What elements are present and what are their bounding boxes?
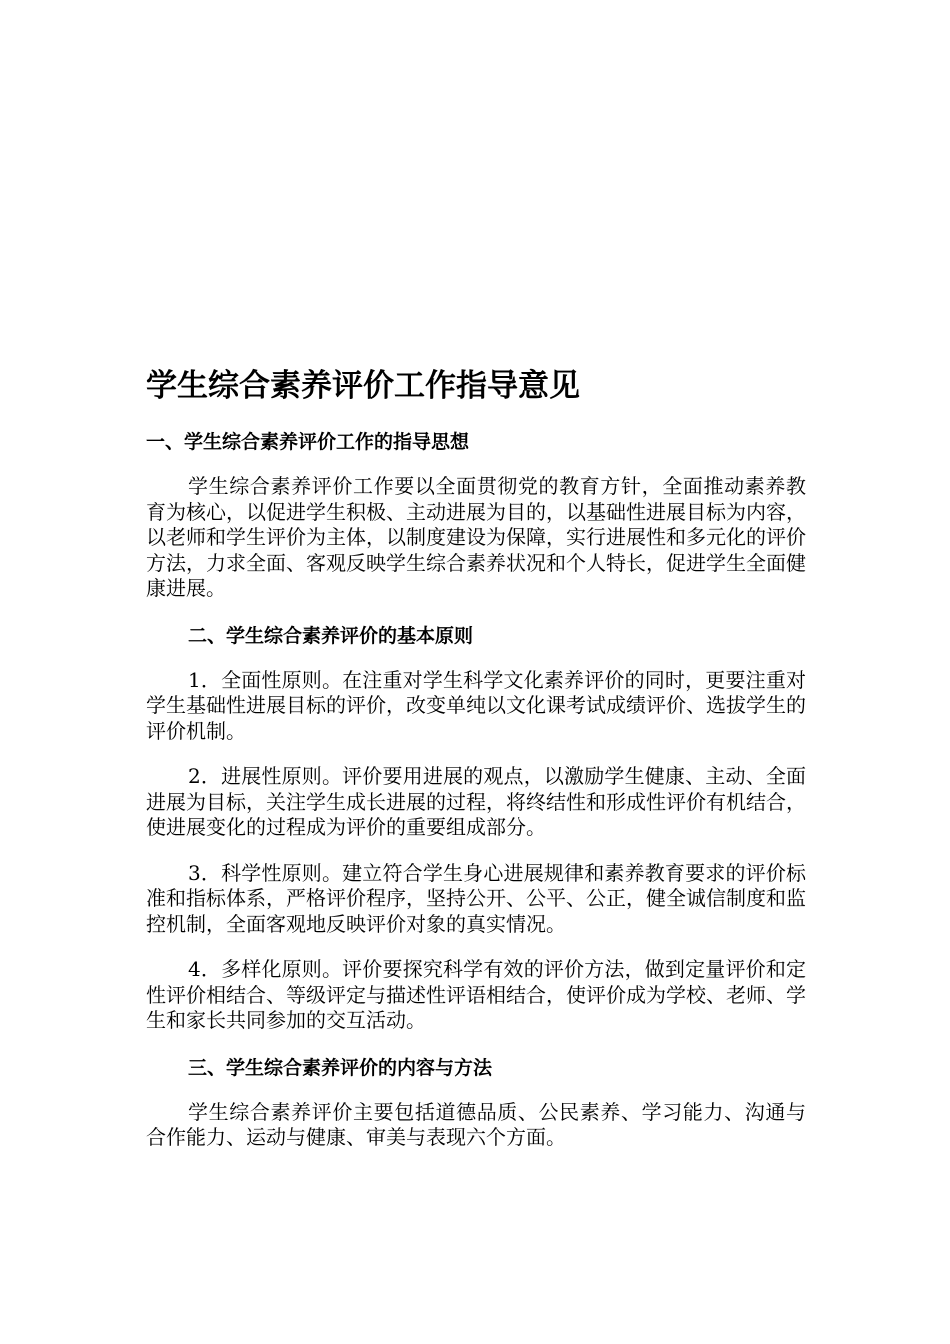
document-title: 学生综合素养评价工作指导意见 <box>146 368 580 404</box>
section-heading-basic-principles: 二、学生综合素养评价的基本原则 <box>188 624 474 647</box>
document-page <box>146 366 806 1151</box>
paragraph-guiding-ideology: 学生综合素养评价工作要以全面贯彻党的教育方针，全面推动素养教育为核心，以促进学生积极、主动进展为目的，以基础性进展目标为内容，以老师和学生评价为主体，以制度建设为保障，实行进展性和多元化的评价方法，力求全面、客观反映学生综合素养状况和个人特长，促进学生全面健康进展。 <box>146 474 806 600</box>
section-heading-guiding-ideology: 一、学生综合素养评价工作的指导思想 <box>146 431 470 453</box>
principle-scientific: 3．科学性原则。建立符合学生身心进展规律和素养教育要求的评价标准和指标体系，严格评价程序，坚持公开、公平、公正，健全诚信制度和监控机制，全面客观地反映评价对象的真实情况。 <box>146 860 806 936</box>
principle-comprehensiveness: 1．全面性原则。在注重对学生科学文化素养评价的同时，更要注重对学生基础性进展目标的评价，改变单纯以文化课考试成绩评价、选拔学生的评价机制。 <box>146 667 806 743</box>
section-heading-content-methods: 三、学生综合素养评价的内容与方法 <box>188 1056 493 1079</box>
principle-diversity: 4．多样化原则。评价要探究科学有效的评价方法，做到定量评价和定性评价相结合、等级评定与描述性评语相结合，使评价成为学校、老师、学生和家长共同参加的交互活动。 <box>146 957 806 1032</box>
paragraph-content-methods: 学生综合素养评价主要包括道德品质、公民素养、学习能力、沟通与合作能力、运动与健康、审美与表现六个方面。 <box>146 1099 806 1149</box>
principle-development: 2．进展性原则。评价要用进展的观点，以激励学生健康、主动、全面进展为目标，关注学生成长进展的过程，将终结性和形成性评价有机结合，使进展变化的过程成为评价的重要组成部分。 <box>146 764 806 839</box>
